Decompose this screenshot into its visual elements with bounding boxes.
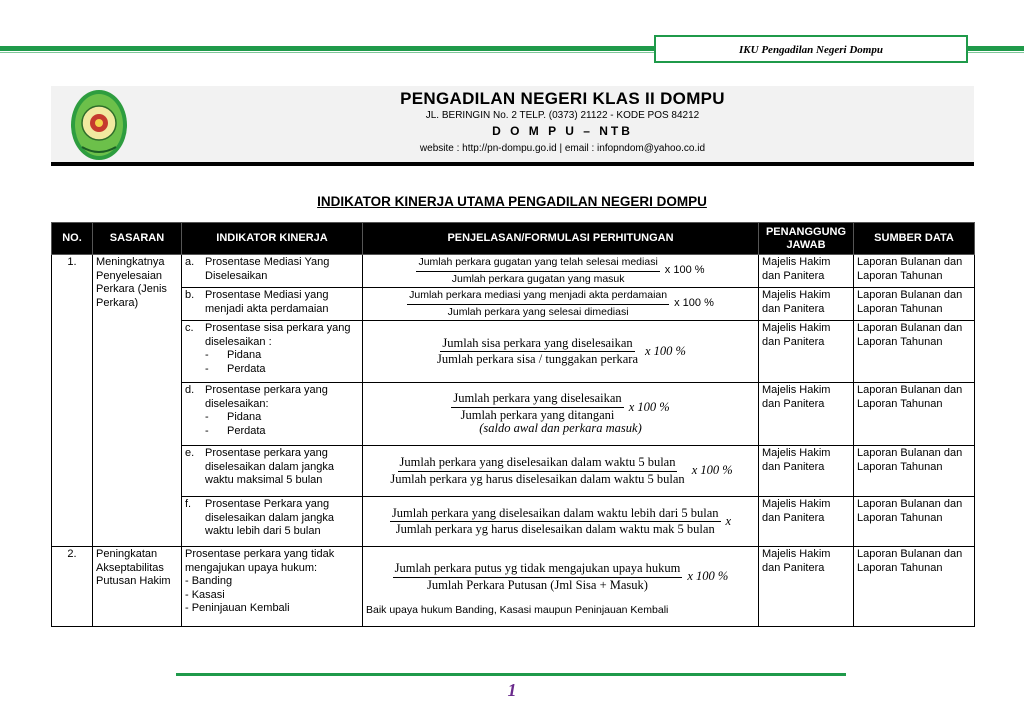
formula-multiplier: x 100 %: [664, 264, 705, 277]
indicator-cell: [182, 446, 363, 497]
table-row: [52, 547, 975, 627]
formula-cell: [363, 446, 759, 497]
indicator-text: Prosentase perkara yang tidak mengajukan upaya hukum:: [185, 548, 335, 574]
formula-multiplier: x 100 %: [687, 569, 729, 584]
indicator-text: Prosentase perkara yang diselesaikan:: [205, 384, 328, 410]
indicator-text: Prosentase Perkara yang diselesaikan dalam jangka waktu lebih dari 5 bulan: [205, 498, 335, 537]
formula-denominator: Jumlah perkara yg harus diselesaikan dalam waktu mak 5 bulan: [395, 522, 715, 536]
sub-item-pidana: Pidana: [227, 349, 262, 361]
indicator-cell: [182, 383, 363, 446]
iku-table: [51, 222, 975, 627]
formula-denominator: Jumlah perkara gugatan yang masuk: [451, 272, 625, 285]
table-header-row: [52, 223, 975, 255]
sumber-cell: Laporan Bulanan dan Laporan Tahunan: [854, 255, 975, 288]
formula-cell: [363, 255, 759, 288]
court-city: D O M P U – NTB: [492, 124, 633, 138]
table-row: [52, 383, 975, 446]
sub-item-perdata: Perdata: [227, 362, 266, 375]
header-sasaran: SASARAN: [93, 223, 182, 255]
indicator-cell: [182, 255, 363, 288]
list-item: - Kasasi: [185, 588, 225, 601]
indicator-letter: d.: [185, 384, 195, 396]
formula-multiplier: x 100 %: [674, 297, 714, 310]
formula-numerator: Jumlah perkara mediasi yang menjadi akta perdamaian: [407, 289, 669, 305]
bullet-dash: -: [205, 349, 209, 361]
row-number: 2.: [52, 547, 93, 627]
indicator-cell: [182, 547, 363, 627]
row-number: 1.: [52, 255, 93, 547]
formula-cell: [363, 547, 759, 627]
table-row: [52, 321, 975, 383]
court-address: JL. BERINGIN No. 2 TELP. (0373) 21122 - KODE POS 84212: [425, 110, 700, 121]
formula-cell: [363, 383, 759, 446]
page-number: 1: [507, 680, 517, 700]
header-penanggung-jawab: PENANGGUNG JAWAB: [759, 223, 854, 255]
table-row: [52, 288, 975, 321]
formula-multiplier: x 100 %: [645, 343, 686, 358]
sumber-cell: Laporan Bulanan dan Laporan Tahunan: [854, 446, 975, 497]
bullet-dash: -: [205, 424, 209, 437]
court-name: PENGADILAN NEGERI KLAS II DOMPU: [400, 89, 725, 108]
list-item: - Banding: [185, 575, 233, 587]
pj-cell: Majelis Hakim dan Panitera: [759, 383, 854, 446]
table-row: [52, 497, 975, 547]
court-emblem-logo: [70, 87, 128, 161]
formula-cell: [363, 321, 759, 383]
formula-cell: [363, 288, 759, 321]
pj-cell: Majelis Hakim dan Panitera: [759, 255, 854, 288]
document-title: INDIKATOR KINERJA UTAMA PENGADILAN NEGERI DOMPU: [317, 194, 707, 209]
formula-cell: [363, 497, 759, 547]
indicator-text: Prosentase perkara yang diselesaikan dalam jangka waktu maksimal 5 bulan: [205, 447, 335, 486]
header-penjelasan: PENJELASAN/FORMULASI PERHITUNGAN: [363, 223, 759, 255]
formula-note: (saldo awal dan perkara masuk): [479, 421, 642, 436]
formula-numerator: Jumlah perkara yang diselesaikan dalam waktu lebih dari 5 bulan: [390, 507, 721, 523]
formula-numerator: Jumlah perkara putus yg tidak mengajukan upaya hukum: [393, 562, 683, 578]
header-indikator: INDIKATOR KINERJA: [182, 223, 363, 255]
formula-denominator: Jumlah perkara yang selesai dimediasi: [447, 305, 629, 318]
footer-green-rule: [176, 673, 846, 676]
indicator-letter: f.: [185, 498, 192, 510]
formula-denominator: Jumlah Perkara Putusan (Jml Sisa + Masuk): [427, 577, 648, 592]
indicator-letter: a.: [185, 256, 195, 268]
pj-cell: Majelis Hakim dan Panitera: [759, 547, 854, 627]
court-contact: website : http://pn-dompu.go.id | email : infopndom@yahoo.co.id: [419, 143, 706, 154]
formula-denominator: Jumlah perkara yg harus diselesaikan dalam waktu 5 bulan: [390, 471, 685, 486]
pj-cell: Majelis Hakim dan Panitera: [759, 321, 854, 383]
pj-cell: Majelis Hakim dan Panitera: [759, 446, 854, 497]
table-row: [52, 446, 975, 497]
formula-multiplier: x: [725, 513, 732, 528]
formula-multiplier: x 100 %: [691, 463, 733, 478]
list-item: - Peninjauan Kembali: [185, 602, 290, 614]
sumber-cell: Laporan Bulanan dan Laporan Tahunan: [854, 383, 975, 446]
pj-cell: Majelis Hakim dan Panitera: [759, 288, 854, 321]
indicator-text: Prosentase Mediasi Yang Diselesaikan: [205, 256, 330, 282]
sub-item-pidana: Pidana: [227, 411, 262, 423]
header-sumber-data: SUMBER DATA: [854, 223, 975, 255]
sasaran-cell: Meningkatnya Penyelesaian Perkara (Jenis Perkara): [93, 255, 182, 547]
indicator-letter: b.: [185, 289, 195, 301]
formula-numerator: Jumlah perkara yang diselesaikan: [451, 392, 623, 408]
table-row: [52, 255, 975, 288]
formula-denominator: Jumlah perkara sisa / tunggakan perkara: [437, 352, 638, 366]
sumber-cell: Laporan Bulanan dan Laporan Tahunan: [854, 547, 975, 627]
document-tag: IKU Pengadilan Negeri Dompu: [654, 35, 968, 63]
indicator-text: Prosentase sisa perkara yang diselesaikan :: [205, 322, 351, 348]
indicator-text: Prosentase Mediasi yang menjadi akta perdamaian: [205, 289, 329, 315]
sumber-cell: Laporan Bulanan dan Laporan Tahunan: [854, 288, 975, 321]
letterhead-rule: [51, 162, 974, 166]
formula-numerator: Jumlah perkara yang diselesaikan dalam waktu 5 bulan: [398, 456, 678, 472]
formula-numerator: Jumlah sisa perkara yang diselesaikan: [440, 337, 634, 353]
indicator-cell: [182, 497, 363, 547]
indicator-cell: [182, 288, 363, 321]
formula-numerator: Jumlah perkara gugatan yang telah selesai mediasi: [416, 256, 659, 272]
sumber-cell: Laporan Bulanan dan Laporan Tahunan: [854, 497, 975, 547]
sasaran-cell: Peningkatan Akseptabilitas Putusan Hakim: [93, 547, 182, 627]
header-no: NO.: [52, 223, 93, 255]
sub-item-perdata: Perdata: [227, 424, 266, 437]
bullet-dash: -: [205, 362, 209, 375]
indicator-letter: c.: [185, 322, 194, 334]
formula-denominator: Jumlah perkara yang ditangani: [460, 407, 615, 422]
formula-note: Baik upaya hukum Banding, Kasasi maupun Peninjauan Kembali: [366, 604, 669, 616]
sumber-cell: Laporan Bulanan dan Laporan Tahunan: [854, 321, 975, 383]
bullet-dash: -: [205, 411, 209, 423]
indicator-cell: [182, 321, 363, 383]
formula-multiplier: x 100 %: [628, 399, 670, 414]
pj-cell: Majelis Hakim dan Panitera: [759, 497, 854, 547]
indicator-letter: e.: [185, 447, 195, 459]
